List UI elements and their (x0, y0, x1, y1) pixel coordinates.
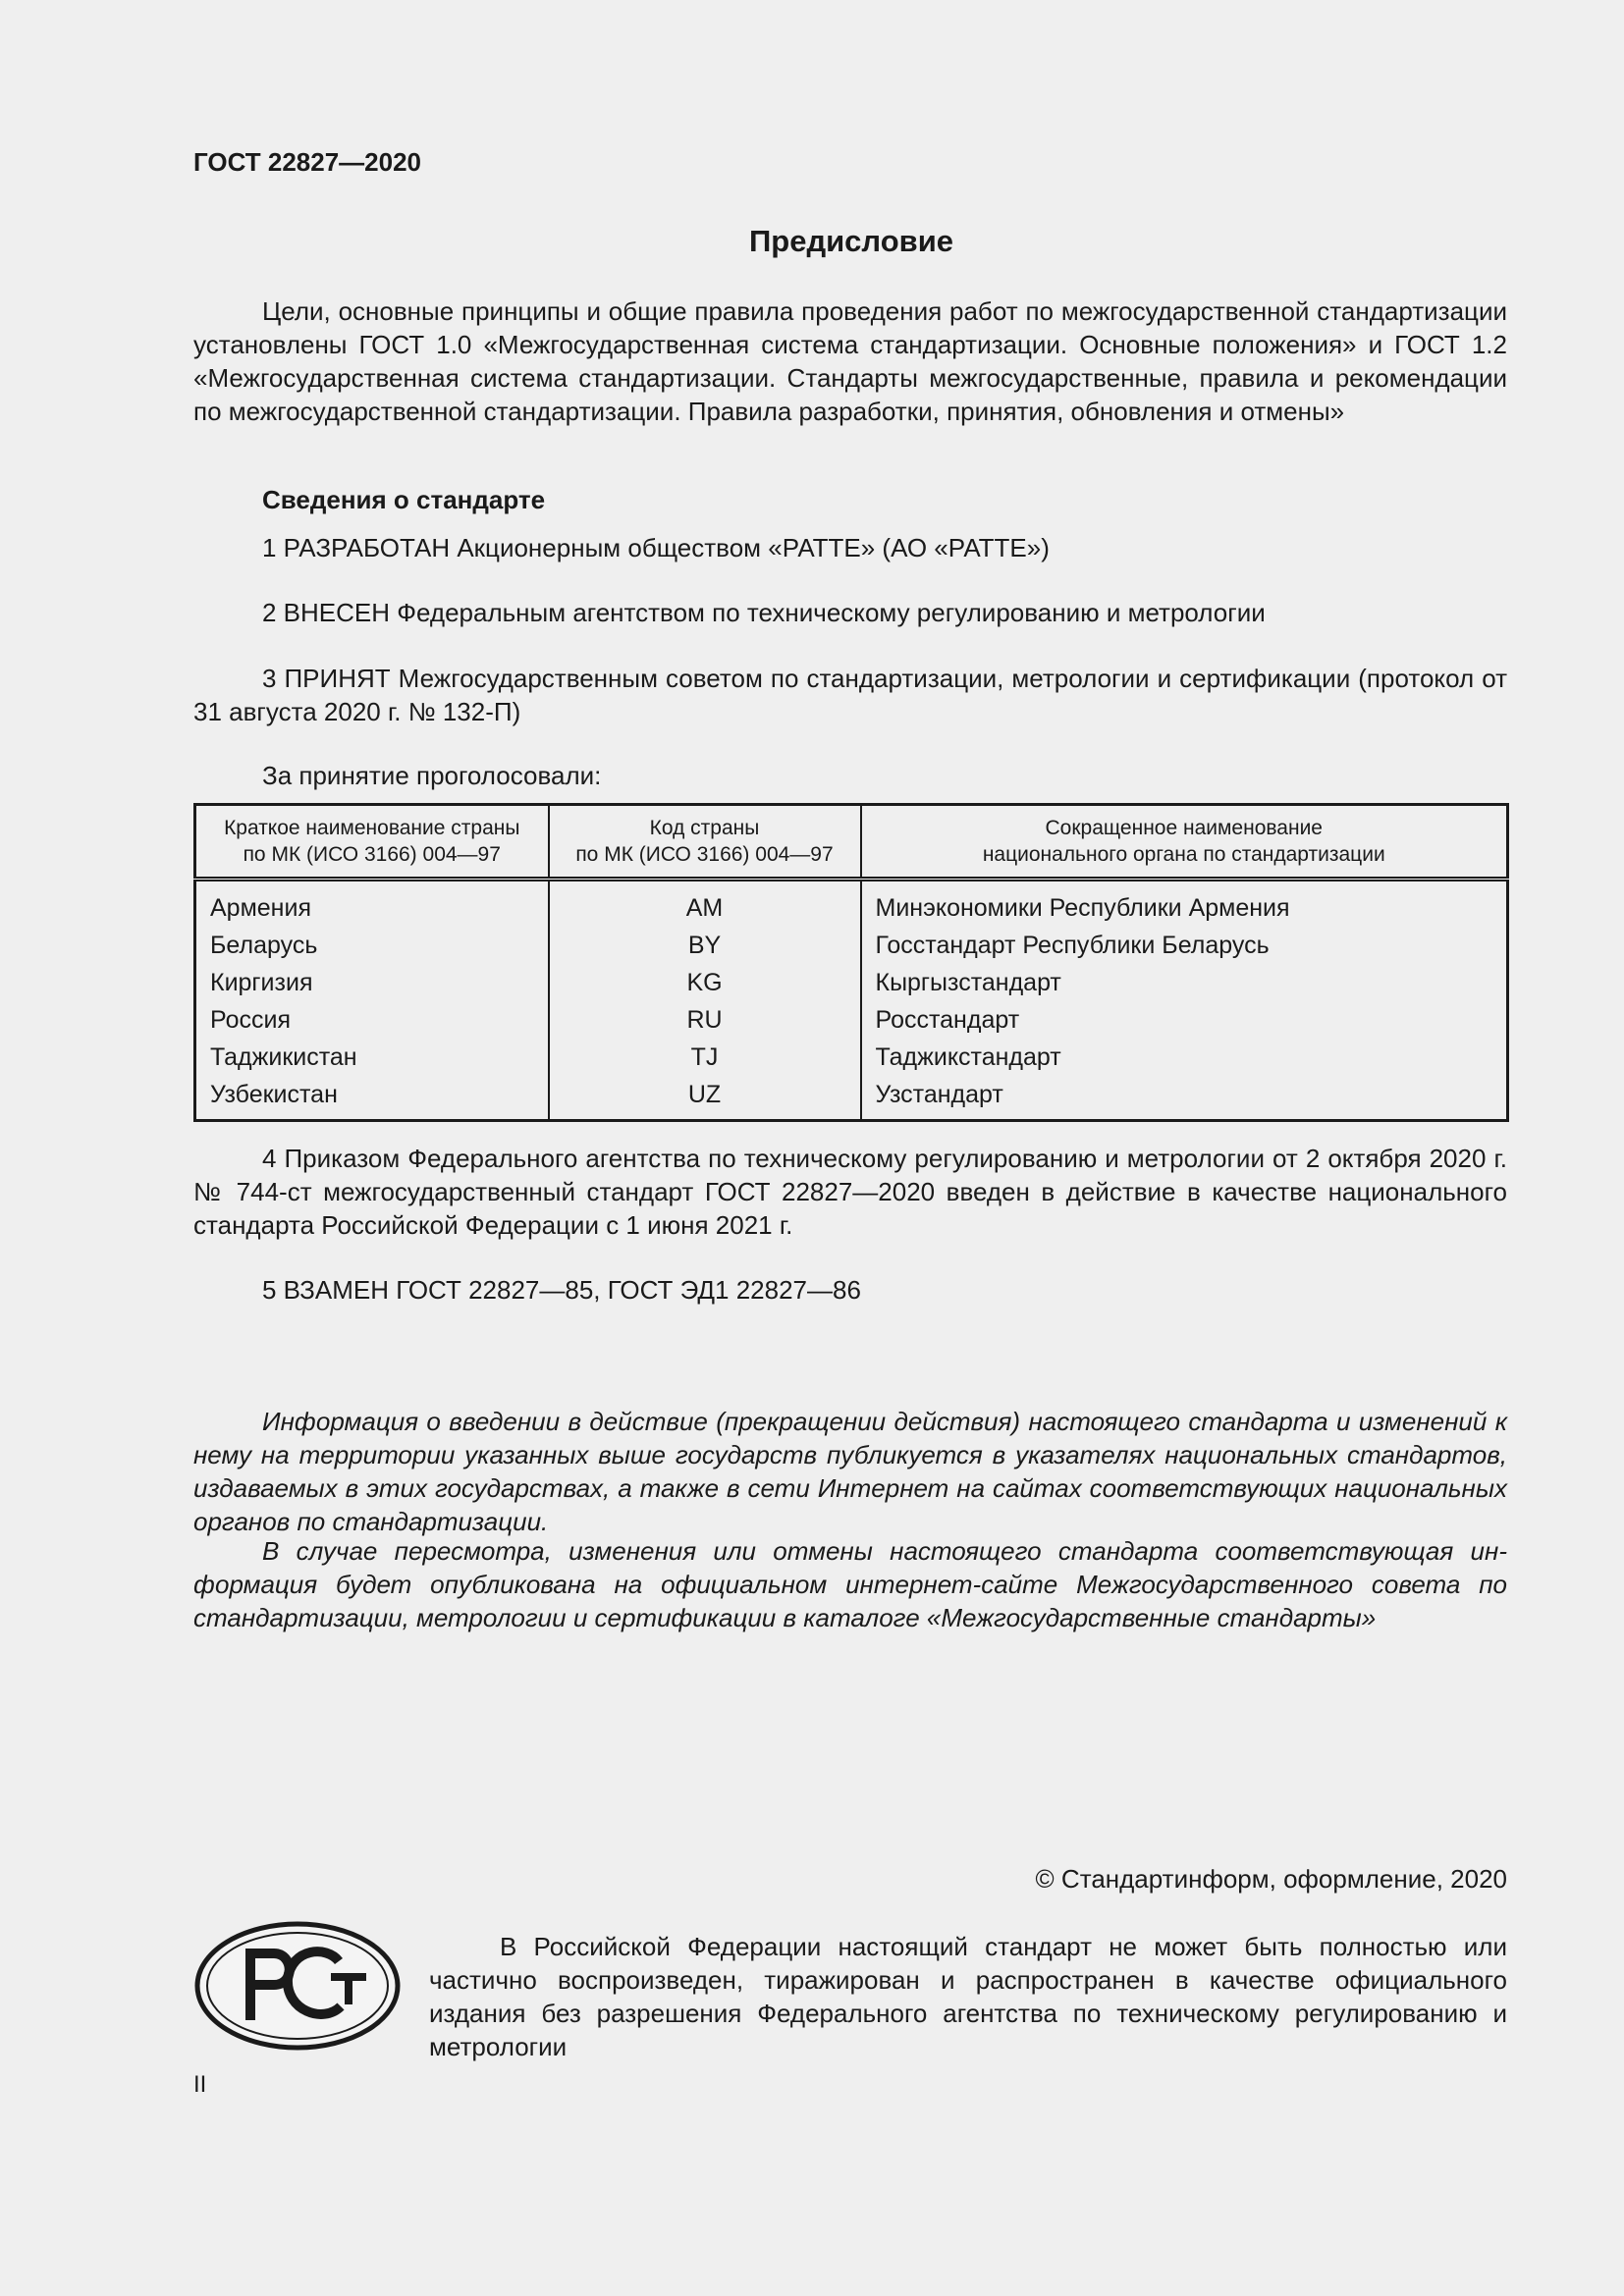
copyright-notice: В Российской Федерации настоящий стандарт не может быть полностью или частично воспроизведен, тиражирован и распространен в качестве официального издания без разрешения Федерального агентства по техническому регулированию и метрологии (429, 1932, 1507, 2061)
table-row (195, 1076, 1508, 1121)
item-5: 5 ВЗАМЕН ГОСТ 22827—85, ГОСТ ЭД1 22827—86 (262, 1275, 861, 1305)
country-cell: Киргизия (195, 964, 549, 1001)
note-paragraph-2: В случае пересмотра, изменения или отмены настоящего стандарта соответствующая информация будет опубликована на официальном интернет-сайте Межгосударственного совета по стандартизации, метрологии и сертификации в каталоге «Межгосударственные стандарты» (193, 1536, 1507, 1632)
code-cell: BY (549, 927, 861, 964)
country-cell: Армения (195, 880, 549, 928)
code-cell: RU (549, 1001, 861, 1039)
code-cell: UZ (549, 1076, 861, 1121)
column-header-country: Краткое наименование страны по МК (ИСО 3166) 004—97 (195, 805, 549, 880)
agency-cell: Таджикстандарт (861, 1039, 1508, 1076)
agency-cell: Росстандарт (861, 1001, 1508, 1039)
code-cell: AM (549, 880, 861, 928)
item-2: 2 ВНЕСЕН Федеральным агентством по техническому регулированию и метрологии (262, 598, 1266, 627)
column-header-agency: Сокращенное наименование национального органа по стандартизации (861, 805, 1508, 880)
vote-label: За принятие проголосовали: (262, 761, 602, 790)
item-4: 4 Приказом Федерального агентства по техническому регулированию и метрологии от 2 октября 2020 г. № 744-ст межгосударственный стандарт ГОСТ 22827—2020 введен в действие в качестве национального стандарта Российской Федерации с 1 июня 2021 г. (193, 1144, 1507, 1240)
note-paragraph-1: Информация о введении в действие (прекращении действия) настоящего стандарта и изменений к нему на территории указанных выше государств публикуется в указателях национальных стандартов, издаваемых в этих государствах, а также в сети Интернет на сайтах соответствующих национальных органов по стандартизации. (193, 1407, 1507, 1536)
code-cell: TJ (549, 1039, 861, 1076)
intro-paragraph: Цели, основные принципы и общие правила проведения работ по межгосударственной стандартизации установлены ГОСТ 1.0 «Межгосударственная система стандартизации. Основные положения» и ГОСТ 1.2 «Межгосударственная система стандартизации. Стандарты межгосударственные, правила и рекомендации по межгосударственной стандартизации. Правила разработки, принятия, обновления и отмены» (193, 296, 1507, 426)
document-header: ГОСТ 22827—2020 (193, 147, 421, 177)
country-cell: Беларусь (195, 927, 549, 964)
item-3: 3 ПРИНЯТ Межгосударственным советом по стандартизации, метрологии и сертификации (протокол от 31 августа 2020 г. № 132-П) (193, 664, 1507, 726)
table-row (195, 1039, 1508, 1076)
column-header-code: Код страны по МК (ИСО 3166) 004—97 (549, 805, 861, 880)
country-cell: Россия (195, 1001, 549, 1039)
item-1: 1 РАЗРАБОТАН Акционерным обществом «РАТТЕ» (АО «РАТТЕ») (262, 533, 1050, 562)
agency-cell: Узстандарт (861, 1076, 1508, 1121)
table-row (195, 927, 1508, 964)
copyright-line: © Стандартинформ, оформление, 2020 (1035, 1864, 1507, 1894)
page-number: II (193, 2071, 207, 2098)
agency-cell: Минэкономики Республики Армения (861, 880, 1508, 928)
table-row (195, 1001, 1508, 1039)
rst-certification-mark-icon (193, 1920, 402, 2056)
country-cell: Узбекистан (195, 1076, 549, 1121)
country-cell: Таджикистан (195, 1039, 549, 1076)
agency-cell: Кыргызстандарт (861, 964, 1508, 1001)
code-cell: KG (549, 964, 861, 1001)
table-header-row (195, 805, 1508, 880)
agency-cell: Госстандарт Республики Беларусь (861, 927, 1508, 964)
table-row (195, 880, 1508, 928)
voting-table (193, 803, 1509, 1122)
table-row (195, 964, 1508, 1001)
page-title: Предисловие (748, 224, 953, 258)
info-heading: Сведения о стандарте (262, 485, 546, 514)
